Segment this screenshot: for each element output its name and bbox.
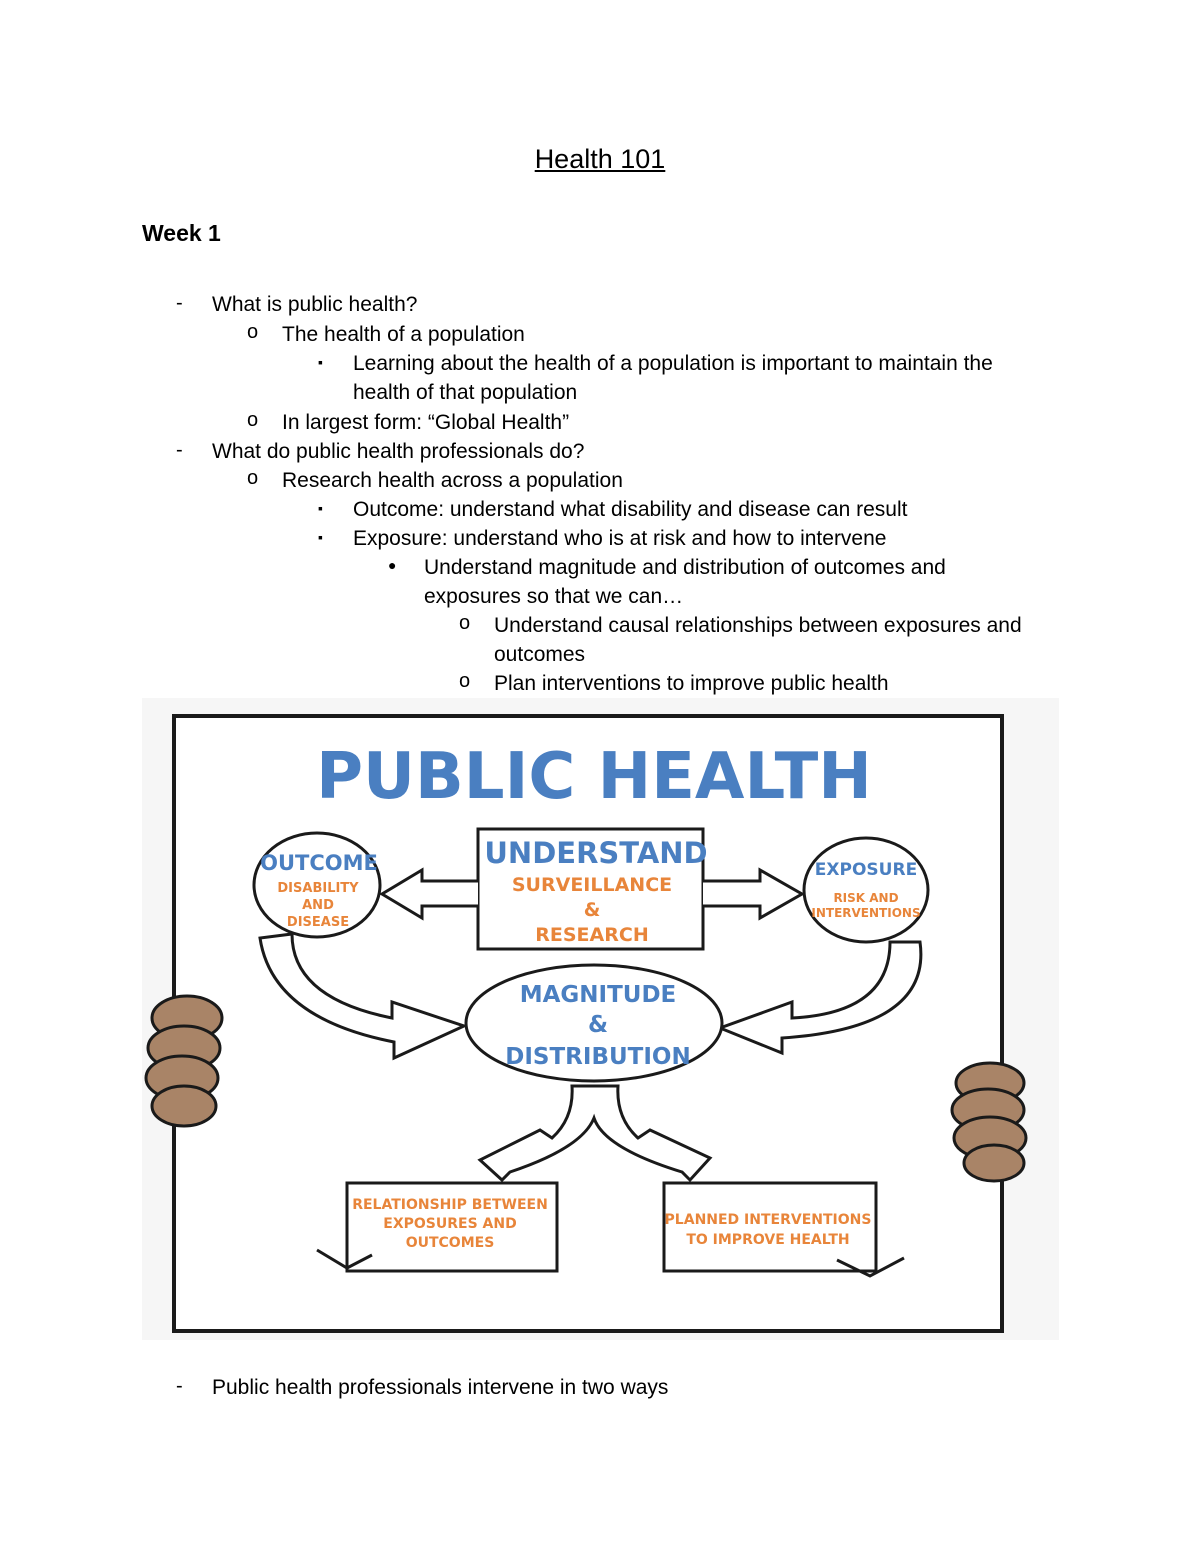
understand-heading: UNDERSTAND — [484, 836, 708, 870]
circle-bullet: o — [247, 409, 259, 431]
diagram-canvas — [142, 698, 1059, 1340]
circle-bullet: o — [459, 612, 471, 634]
diagram-title: PUBLIC HEALTH — [316, 740, 872, 814]
magnitude-line1: MAGNITUDE — [519, 982, 677, 1008]
exposure-line2: INTERVENTIONS — [811, 906, 921, 920]
left-hand-icon — [146, 996, 222, 1126]
exposure-line1: RISK AND — [833, 891, 899, 905]
square-bullet: ▪ — [318, 354, 323, 370]
outcome-line1: DISABILITY — [277, 881, 359, 896]
outline-item-l3: Learning about the health of a population is important to maintain the health of that population — [353, 352, 993, 404]
square-bullet: ▪ — [318, 500, 323, 516]
right-hand-icon — [952, 1063, 1026, 1181]
square-bullet: ▪ — [318, 529, 323, 545]
planned-line2: TO IMPROVE HEALTH — [686, 1232, 850, 1248]
exposure-circle — [804, 838, 928, 942]
relationship-line2: EXPOSURES AND — [383, 1216, 517, 1232]
outline-item-l1: What is public health? — [212, 293, 418, 316]
dash-bullet: - — [176, 439, 183, 461]
outcome-line2: AND — [302, 898, 334, 913]
understand-line3: RESEARCH — [535, 924, 649, 946]
magnitude-line3: DISTRIBUTION — [505, 1044, 691, 1070]
outline-item-l3: Outcome: understand what disability and disease can result — [353, 498, 908, 521]
outcome-line3: DISEASE — [286, 915, 350, 930]
relationship-line3: OUTCOMES — [405, 1235, 495, 1251]
outline-item-l5: Plan interventions to improve public health — [494, 672, 889, 695]
relationship-line1: RELATIONSHIP BETWEEN — [352, 1197, 548, 1213]
outline-item-l3: Exposure: understand who is at risk and how to intervene — [353, 527, 887, 550]
dot-bullet: ● — [388, 557, 397, 573]
outline-item-l2: The health of a population — [282, 323, 525, 346]
outline-item-l2: Research health across a population — [282, 469, 623, 492]
outline-item-l4: Understand magnitude and distribution of outcomes and exposures so that we can… — [424, 556, 946, 608]
planned-line1: PLANNED INTERVENTIONS — [664, 1212, 872, 1228]
understand-line1: SURVEILLANCE — [511, 874, 673, 896]
exposure-heading: EXPOSURE — [814, 860, 918, 880]
circle-bullet: o — [247, 467, 259, 489]
outcome-heading: OUTCOME — [260, 851, 378, 875]
circle-bullet: o — [247, 321, 259, 343]
magnitude-line2: & — [587, 1012, 609, 1038]
circle-bullet: o — [459, 670, 471, 692]
outline-item-l1: Public health professionals intervene in two ways — [212, 1376, 669, 1399]
dash-bullet: - — [176, 292, 183, 314]
document-title: Health 101 — [534, 144, 666, 174]
dash-bullet: - — [176, 1375, 183, 1397]
public-health-diagram — [142, 698, 1059, 1340]
outline-item-l1: What do public health professionals do? — [212, 440, 585, 463]
understand-line2: & — [583, 899, 601, 921]
outline-item-l5: Understand causal relationships between exposures and outcomes — [494, 614, 1022, 666]
outline-item-l2: In largest form: “Global Health” — [282, 411, 570, 434]
week-heading: Week 1 — [142, 220, 221, 246]
